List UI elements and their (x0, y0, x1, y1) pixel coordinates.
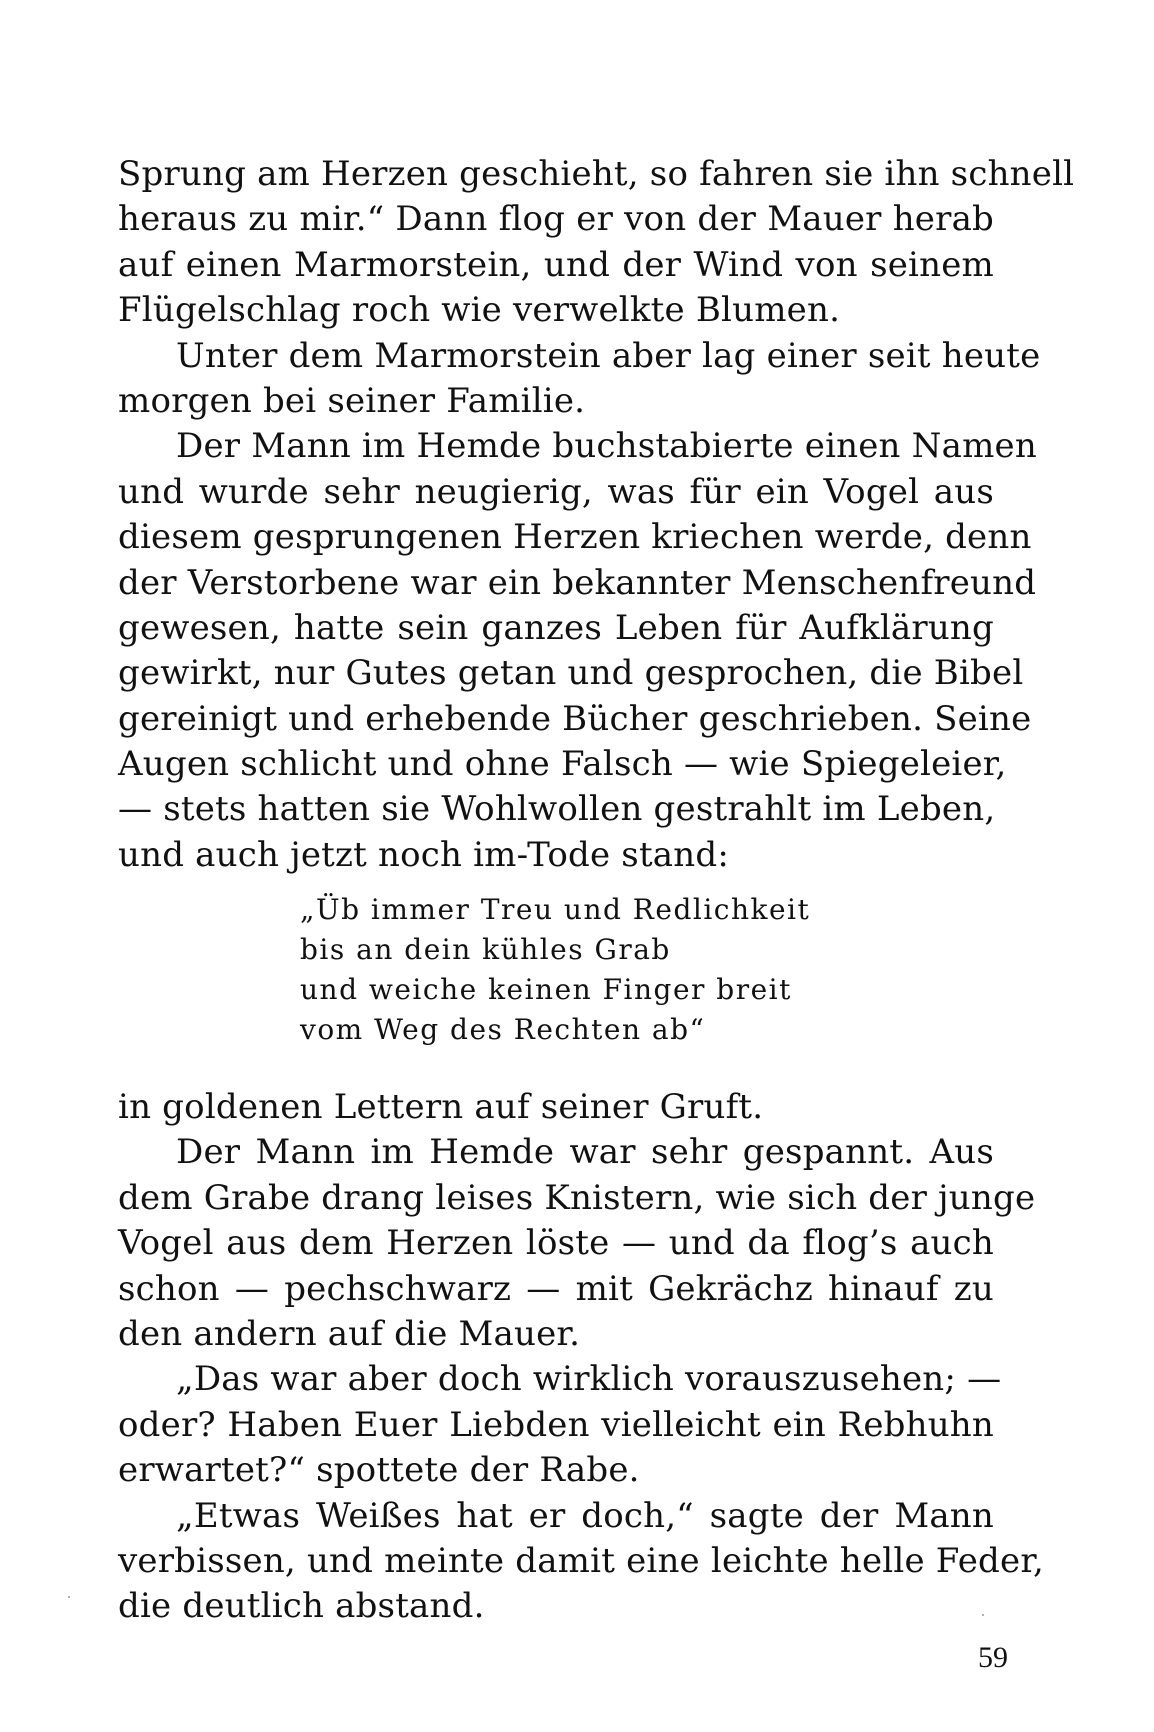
text-line: auf einen Marmorstein, und der Wind von seinem (118, 244, 994, 285)
verse-line: „Üb immer Treu und Redlichkeit (300, 893, 811, 926)
text-line: und wurde sehr neugierig, was für ein Vogel aus (118, 471, 994, 512)
paper-speck (68, 1596, 70, 1598)
text-line: schon — pechschwarz — mit Gekrächz hinauf zu (118, 1268, 994, 1309)
text-line: Der Mann im Hemde war sehr gespannt. Aus (176, 1132, 994, 1173)
text-line: Vogel aus dem Herzen löste — und da flog’s auch (118, 1223, 994, 1264)
text-block-lower (118, 1085, 1045, 1630)
text-line: gewirkt, nur Gutes getan und gesprochen, die Bibel (118, 653, 1024, 694)
text-line: oder? Haben Euer Liebden vielleicht ein Rebhuhn (118, 1404, 994, 1445)
text-line: erwartet?“ spottete der Rabe. (118, 1450, 640, 1491)
text-line: dem Grabe drang leises Knistern, wie sich der junge (118, 1177, 1036, 1218)
verse-line: bis an dein kühles Grab (300, 933, 671, 966)
text-line: die deutlich abstand. (118, 1586, 485, 1627)
text-line: — stets hatten sie Wohlwollen gestrahlt im Leben, (118, 789, 996, 830)
text-line: Flügelschlag roch wie verwelkte Blumen. (118, 290, 841, 331)
text-line: den andern auf die Mauer. (118, 1313, 581, 1354)
page-number: 59 (978, 1641, 1008, 1674)
text-line: „Das war aber doch wirklich vorauszusehen; — (176, 1359, 1002, 1400)
verse-line: vom Weg des Rechten ab“ (300, 1013, 706, 1046)
epitaph-verse (300, 890, 820, 1050)
text-line: morgen bei seiner Familie. (118, 380, 586, 421)
text-line: diesem gesprungenen Herzen kriechen werde, denn (118, 517, 1032, 558)
text-line: gereinigt und erhebende Bücher geschrieben. Seine (118, 698, 1032, 739)
text-line: Der Mann im Hemde buchstabierte einen Namen (176, 426, 1037, 467)
verse-line: und weiche keinen Finger breit (300, 973, 792, 1006)
text-line: Sprung am Herzen geschieht, so fahren sie ihn schnell (118, 154, 1075, 194)
text-line: in goldenen Lettern auf seiner Gruft. (118, 1087, 764, 1127)
text-line: und auch jetzt noch im-Tode stand: (118, 834, 729, 875)
text-line: der Verstorbene war ein bekannter Menschenfreund (118, 562, 1037, 603)
text-line: Augen schlicht und ohne Falsch — wie Spiegeleier, (118, 744, 1007, 785)
text-line: „Etwas Weißes hat er doch,“ sagte der Mann (176, 1495, 994, 1536)
text-line: Unter dem Marmorstein aber lag einer seit heute (176, 335, 1041, 376)
text-line: heraus zu mir.“ Dann flog er von der Mauer herab (118, 199, 994, 240)
text-block-upper (118, 152, 1075, 878)
text-line: gewesen, hatte sein ganzes Leben für Aufklärung (118, 607, 994, 648)
paper-speck (982, 1614, 984, 1616)
text-line: verbissen, und meinte damit eine leichte helle Feder, (118, 1540, 1045, 1581)
